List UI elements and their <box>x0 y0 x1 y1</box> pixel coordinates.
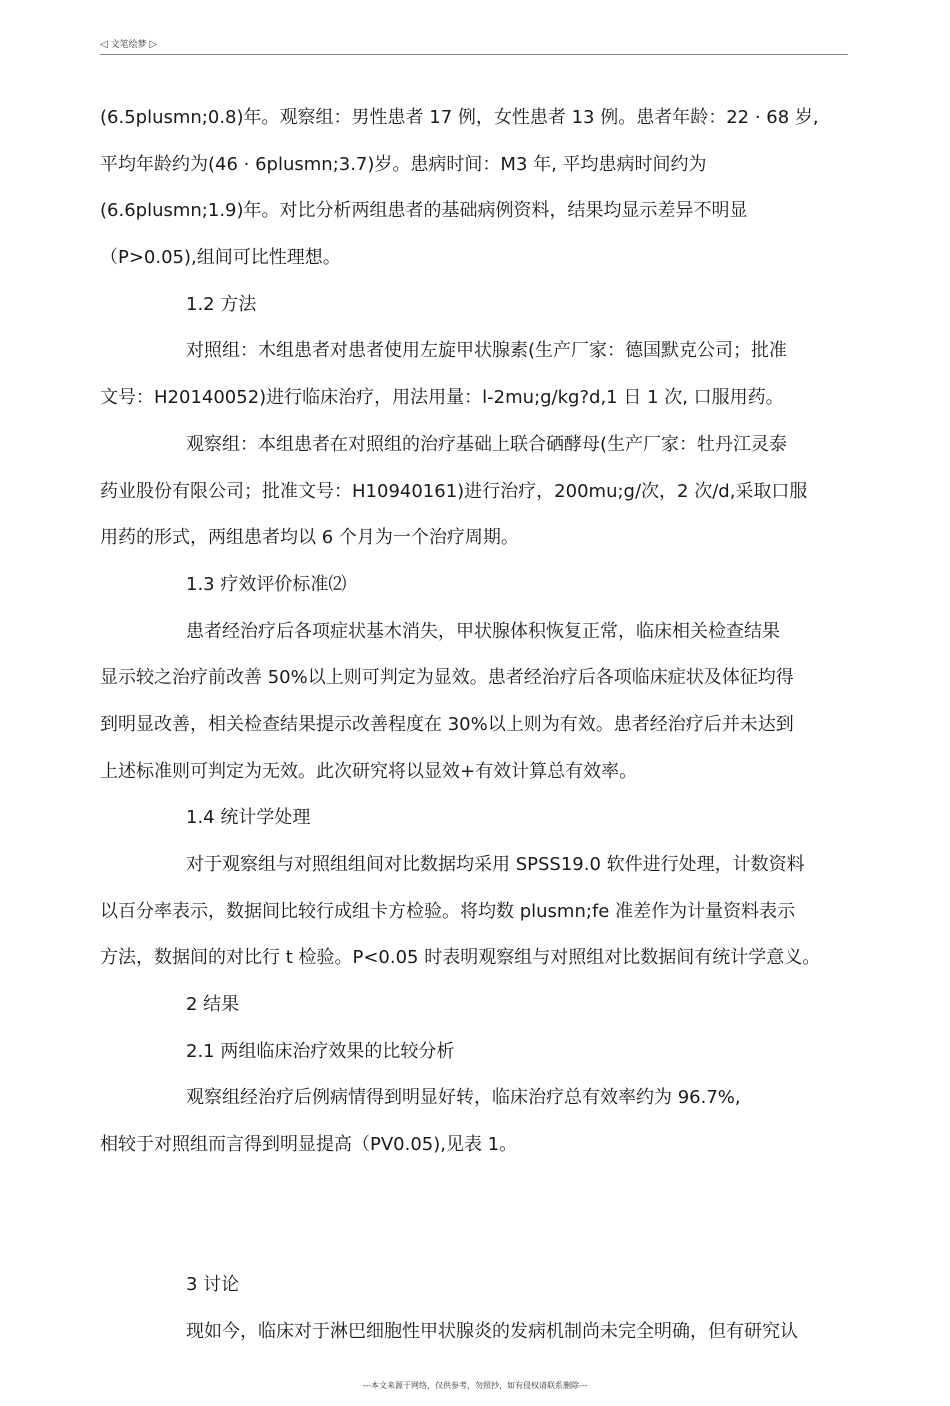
section-heading-2-1: 2.1 两组临床治疗效果的比较分析 <box>186 1040 455 1062</box>
section-heading-1-2: 1.2 方法 <box>186 293 257 315</box>
body-line: 平均年龄约为(46 · 6plusmn;3.7)岁。患病时间：M3 年, 平均患病时间约为 <box>100 153 707 175</box>
body-line: 显示较之治疗前改善 50%以上则可判定为显效。患者经治疗后各项临床症状及体征均得 <box>100 667 794 689</box>
page-header <box>100 38 848 55</box>
page-footer: ---本文来源于网络，仅供参考，勿照抄，如有侵权请联系删除--- <box>362 1381 588 1390</box>
section-heading-1-3: 1.3 疗效评价标准⑵ <box>186 573 347 595</box>
section-heading-2: 2 结果 <box>186 994 240 1016</box>
body-line: 患者经治疗后各项症状基木消失，甲状腺体积恢复正常，临床相关检查结果 <box>186 620 780 642</box>
body-line: （P>0.05),组间可比性理想。 <box>100 247 341 269</box>
right-triangle-icon: ▷ <box>149 39 158 50</box>
body-line: 上述标准则可判定为无效。此次研究将以显效+有效计算总有效率。 <box>100 760 638 782</box>
body-line: 到明显改善，相关检查结果提示改善程度在 30%以上则为有效。患者经治疗后并未达到 <box>100 713 794 735</box>
body-line: 以百分率表示，数据间比较行成组卡方检验。将均数 plusmn;fe 准差作为计量资料表示 <box>100 900 796 922</box>
body-line: 观察组经治疗后例病情得到明显好转，临床治疗总有效率约为 96.7%, <box>186 1087 741 1109</box>
body-line: 文号：H20140052)进行临床治疗，用法用量：l-2mu;g/kg?d,1 日 1 次, 口服用药。 <box>100 387 784 409</box>
body-line: (6.5plusmn;0.8)年。观察组：男性患者 17 例，女性患者 13 例。患者年龄：22 · 68 岁, <box>100 107 819 128</box>
body-line: (6.6plusmn;1.9)年。对比分析两组患者的基础病例资料，结果均显示差异不明显 <box>100 200 748 222</box>
body-line: 用药的形式，两组患者均以 6 个月为一个治疗周期。 <box>100 527 519 549</box>
left-triangle-icon: ◁ <box>100 39 108 50</box>
section-heading-1-4: 1.4 统计学处理 <box>186 807 311 829</box>
body-line: 方法，数据间的对比行 t 检验。P<0.05 时表明观察组与对照组对比数据间有统计学意义。 <box>100 947 821 969</box>
body-line: 观察组：本组患者在对照组的治疗基础上联合硒酵母(生产厂家：牡丹江灵泰 <box>186 433 788 455</box>
section-heading-3: 3 讨论 <box>186 1274 240 1296</box>
body-line: 相较于对照组而言得到明显提高（PV0.05),见表 1。 <box>100 1134 518 1156</box>
body-line: 现如今，临床对于淋巴细胞性甲状腺炎的发病机制尚未完全明确，但有研究认 <box>186 1320 798 1342</box>
body-line: 对于观察组与对照组组间对比数据均采用 SPSS19.0 软件进行处理，计数资料 <box>186 854 805 875</box>
body-line: 药业股份有限公司；批准文号：H10940161)进行治疗，200mu;g/次，2 次/d,采取口服 <box>100 480 808 502</box>
body-line: 对照组：木组患者对患者使用左旋甲状腺素(生产厂家：德国默克公司；批准 <box>186 340 788 362</box>
blank-space <box>100 1169 852 1262</box>
header-title: 文笔绘梦 <box>110 40 147 50</box>
document-body <box>100 95 852 1356</box>
